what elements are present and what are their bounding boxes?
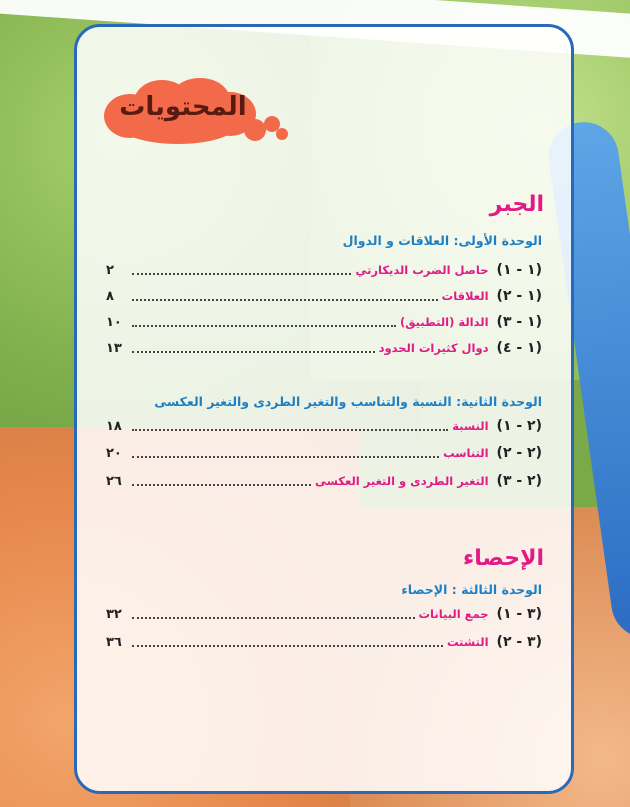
toc-entry[interactable]	[106, 260, 542, 280]
toc-entry-title: النسبة	[452, 419, 489, 433]
toc-entry-number: (٢ - ٢)	[496, 445, 542, 461]
toc-entry-title: التشتت	[447, 635, 489, 649]
toc-entry-title: التناسب	[443, 446, 489, 460]
toc-entry-title: جمع البيانات	[418, 607, 489, 621]
section-title-algebra: الجبر	[489, 192, 544, 217]
dot-leader	[132, 429, 448, 431]
dot-leader	[132, 484, 311, 486]
page-title: المحتويات	[119, 92, 247, 122]
toc-entry-title: التغير الطردى و التغير العكسى	[314, 474, 489, 488]
dot-leader	[132, 351, 375, 353]
dot-leader	[132, 456, 439, 458]
dot-leader	[132, 645, 443, 647]
unit-title-3: الوحدة الثالثة : الإحصاء	[401, 582, 542, 597]
toc-entry-number: (٢ - ١)	[496, 418, 542, 434]
toc-entry-page: ٢٠	[106, 445, 122, 461]
toc-entry[interactable]	[106, 632, 542, 652]
toc-entry-number: (١ - ٣)	[496, 314, 542, 330]
title-cloud	[100, 78, 300, 148]
toc-entry-page: ١٠	[106, 314, 122, 330]
dot-leader	[132, 325, 396, 327]
unit-title-1: الوحدة الأولى: العلاقات و الدوال	[342, 233, 542, 248]
toc-entry[interactable]	[106, 416, 542, 436]
dot-leader	[132, 299, 438, 301]
toc-entry-title: حاصل الضرب الديكارتي	[355, 263, 489, 277]
toc-entry[interactable]	[106, 312, 542, 332]
toc-entry-page: ٣٢	[106, 606, 122, 622]
toc-entry-page: ٣٦	[106, 634, 122, 650]
toc-entry-title: الدالة (التطبيق)	[399, 315, 489, 329]
toc-entry-page: ٨	[106, 288, 114, 304]
toc-entry-number: (١ - ١)	[496, 262, 542, 278]
unit-title-2: الوحدة الثانية: النسبة والتناسب والتغير الطردى والتغير العكسى	[154, 394, 542, 409]
toc-entry-number: (٣ - ١)	[496, 606, 542, 622]
toc-entry-number: (٢ - ٣)	[496, 473, 542, 489]
toc-entry-number: (٣ - ٢)	[496, 634, 542, 650]
dot-leader	[132, 273, 351, 275]
toc-entry[interactable]	[106, 286, 542, 306]
toc-entry[interactable]	[106, 471, 542, 491]
toc-entry[interactable]	[106, 443, 542, 463]
toc-entry-number: (١ - ٤)	[496, 340, 542, 356]
toc-entry[interactable]	[106, 338, 542, 358]
toc-entry-page: ٢	[106, 262, 114, 278]
toc-entry-page: ١٨	[106, 418, 122, 434]
toc-entry-number: (١ - ٢)	[496, 288, 542, 304]
toc-entry-title: العلاقات	[441, 289, 489, 303]
toc-entry[interactable]	[106, 604, 542, 624]
section-title-statistics: الإحصاء	[463, 546, 544, 571]
toc-entry-page: ١٣	[106, 340, 122, 356]
toc-entry-title: دوال كثيرات الحدود	[378, 341, 489, 355]
toc-entry-page: ٢٦	[106, 473, 122, 489]
dot-leader	[132, 617, 415, 619]
